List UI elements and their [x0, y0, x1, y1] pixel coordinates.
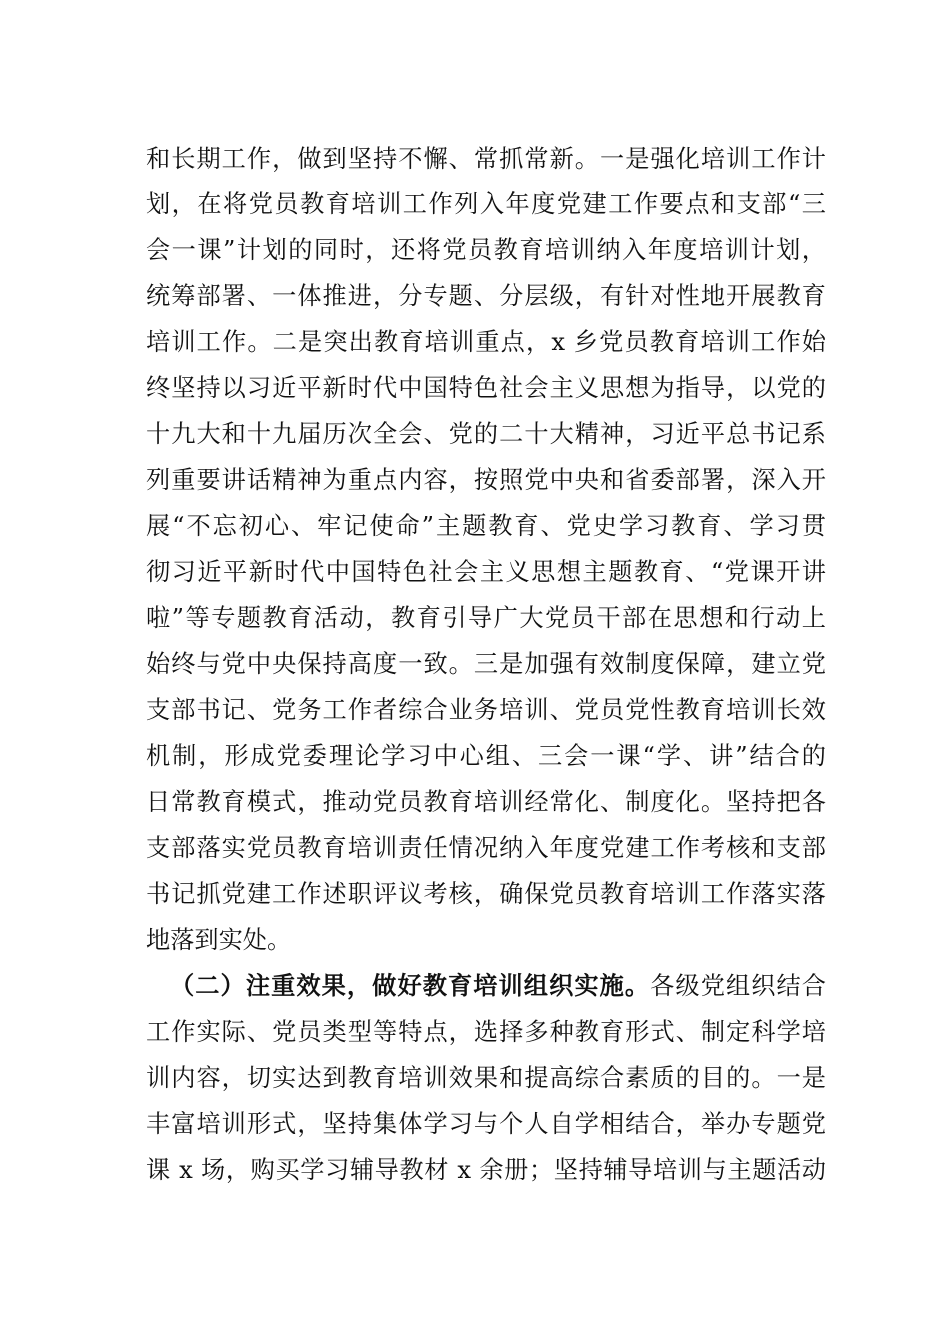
body-text-line: 会一课”计划的同时，还将党员教育培训纳入年度培训计划，	[146, 236, 826, 264]
section-heading: （二）注重效果，做好教育培训组织实施。	[170, 971, 651, 1000]
body-text-line: 终坚持以习近平新时代中国特色社会主义思想为指导，以党的	[146, 374, 826, 402]
body-text-line: 划，在将党员教育培训工作列入年度党建工作要点和支部“三	[146, 190, 826, 218]
body-text-line: 丰富培训形式，坚持集体学习与个人自学相结合，举办专题党	[146, 1110, 826, 1138]
body-text-line: 始终与党中央保持高度一致。三是加强有效制度保障，建立党	[146, 650, 826, 678]
body-text-line: 啦”等专题教育活动，教育引导广大党员干部在思想和行动上	[146, 604, 826, 632]
body-text-line: 展“不忘初心、牢记使命”主题教育、党史学习教育、学习贯	[146, 512, 826, 540]
body-text-line: 彻习近平新时代中国特色社会主义思想主题教育、“党课开讲	[146, 558, 826, 586]
body-text-line: 十九大和十九届历次全会、党的二十大精神，习近平总书记系	[146, 420, 826, 448]
body-text-line: 训内容，切实达到教育培训效果和提高综合素质的目的。一是	[146, 1064, 826, 1092]
body-text-line: 和长期工作，做到坚持不懈、常抓常新。一是强化培训工作计	[146, 145, 826, 173]
body-text-line: 工作实际、党员类型等特点，选择多种教育形式、制定科学培	[146, 1018, 826, 1046]
body-text-line: 统筹部署、一体推进，分专题、分层级，有针对性地开展教育	[146, 282, 826, 310]
body-text-line: 日常教育模式，推动党员教育培训经常化、制度化。坚持把各	[146, 788, 826, 816]
body-text-line: 列重要讲话精神为重点内容，按照党中央和省委部署，深入开	[146, 466, 826, 494]
body-text-line: 培训工作。二是突出教育培训重点，x 乡党员教育培训工作始	[146, 328, 826, 356]
body-text-line: 支部落实党员教育培训责任情况纳入年度党建工作考核和支部	[146, 834, 826, 862]
body-text-line: 课 x 场，购买学习辅导教材 x 余册；坚持辅导培训与主题活动	[146, 1156, 826, 1184]
body-text-line: 机制，形成党委理论学习中心组、三会一课“学、讲”结合的	[146, 742, 826, 770]
section-heading-continuation: 各级党组织结合	[650, 972, 826, 1000]
body-text-line: 书记抓党建工作述职评议考核，确保党员教育培训工作落实落	[146, 880, 826, 908]
section-heading-line	[170, 964, 826, 1008]
body-text-line: 支部书记、党务工作者综合业务培训、党员党性教育培训长效	[146, 696, 826, 724]
body-text-line: 地落到实处。	[146, 926, 292, 954]
